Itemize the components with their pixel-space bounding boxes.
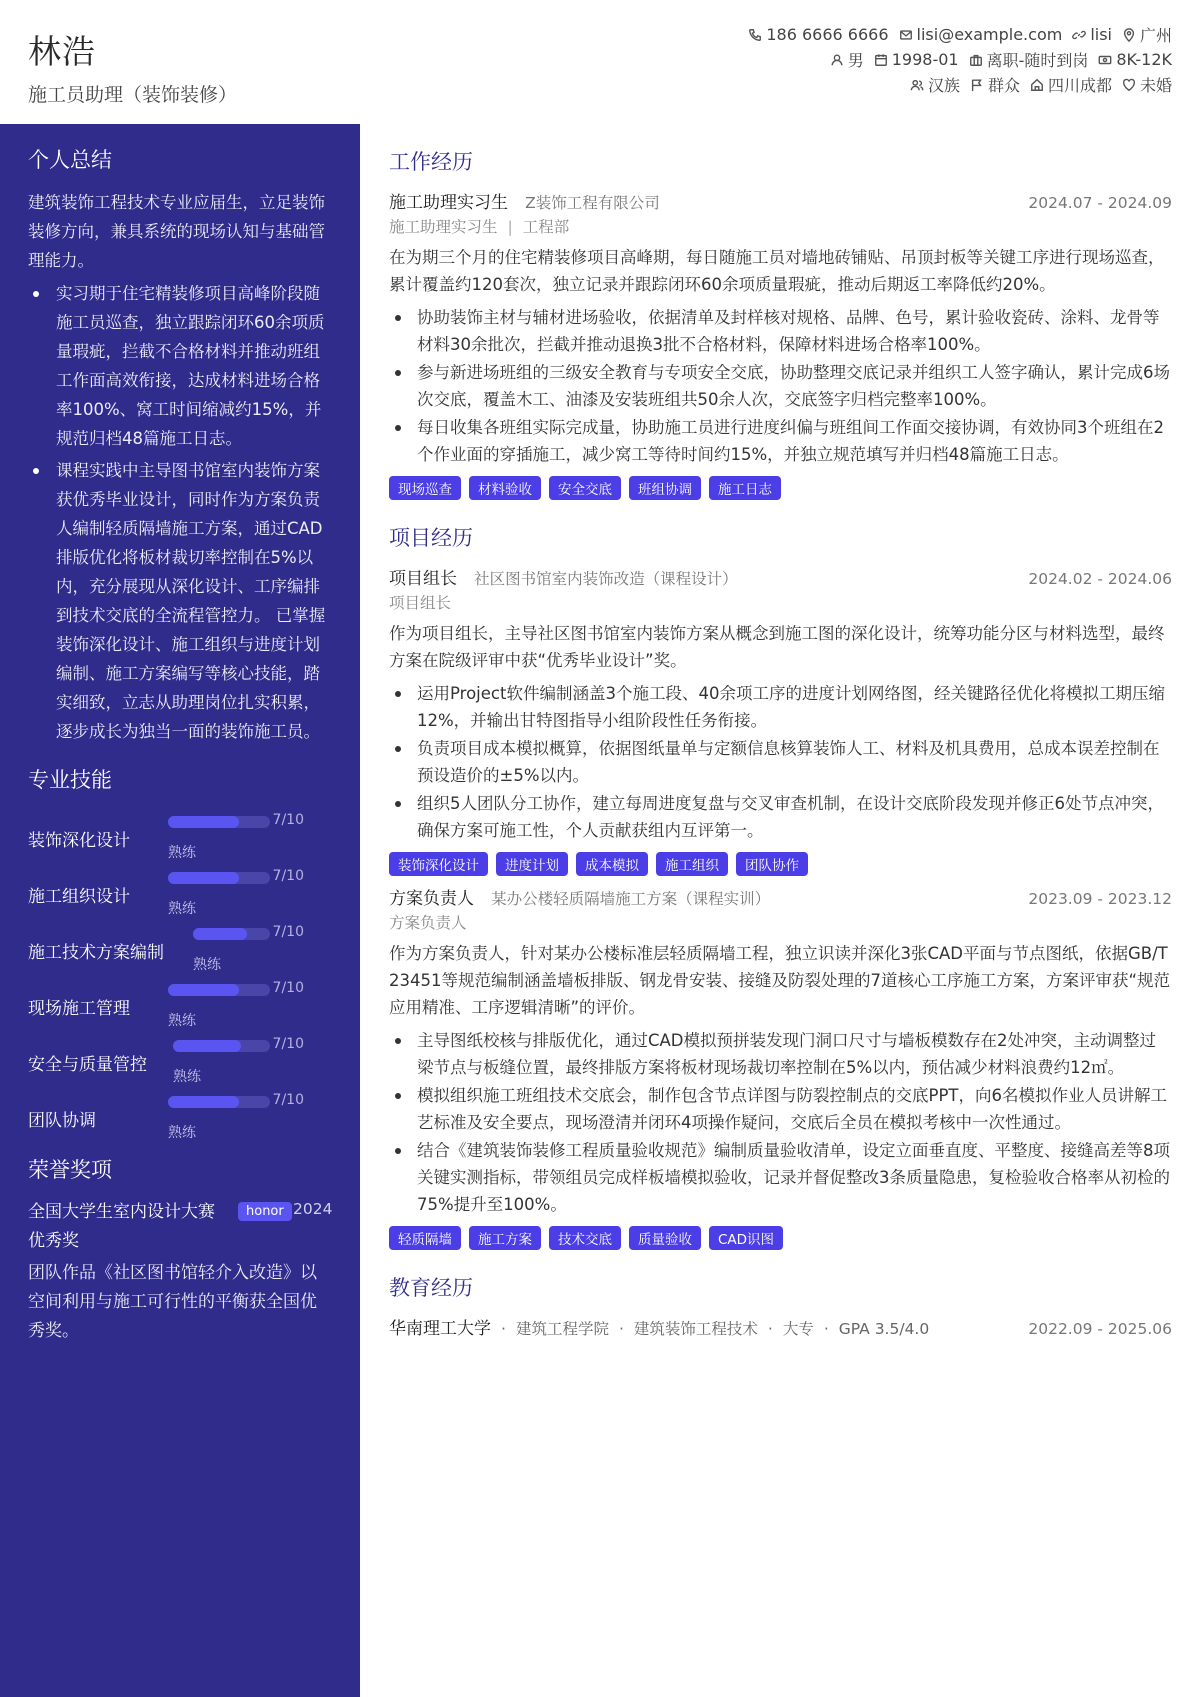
entry-desc: 在为期三个月的住宅精装修项目高峰期，每日随施工员对墙地砖铺贴、吊顶封板等关键工序进行现场巡查，累计覆盖约120套次，独立记录并跟踪闭环60余项质量瑕疵，推动后期返工率降低约20%。 [389, 248, 1165, 294]
summary-text: 建筑装饰工程技术专业应届生，立足装饰装修方向，兼具系统的现场认知与基础管理能力。 [28, 193, 325, 270]
birth-text: 1998-01 [891, 50, 959, 69]
skill-name: 施工技术方案编制 [28, 943, 164, 963]
entry-department: 工程部 [522, 218, 570, 236]
wechat-item [1072, 25, 1112, 44]
skill-name: 安全与质量管控 [28, 1055, 147, 1075]
email-text: lisi@example.com [916, 25, 1063, 44]
sidebar [0, 124, 360, 1697]
honor-desc: 团队作品《社区图书馆轻介入改造》以空间利用与施工可行性的平衡获全国优秀奖。 [28, 1263, 317, 1341]
skill-level: 熟练 [168, 901, 196, 917]
entry-org: 社区图书馆室内装饰改造（课程设计） [474, 570, 738, 588]
main-content [389, 124, 1172, 1339]
marital-item [1122, 73, 1172, 96]
skill-score: 7/10 [272, 980, 304, 996]
phone-icon [748, 28, 762, 42]
entry-bullet: 负责项目成本模拟概算，依据图纸量单与定额信息核算装饰人工、材料及机具费用，总成本误差控制在预设造价的±5%以内。 [389, 735, 1172, 789]
tag: 技术交底 [549, 1226, 621, 1250]
separator: · [501, 1320, 506, 1338]
skill-level: 熟练 [168, 845, 196, 861]
school-name: 华南理工大学 [389, 1319, 491, 1339]
entry-bullets [389, 1027, 1172, 1218]
skill-item [28, 866, 332, 922]
entry-tags [389, 852, 1172, 876]
skill-bar-fill [173, 1040, 241, 1052]
skill-bar-track [168, 984, 270, 996]
salary-text: 8K-12K [1116, 50, 1172, 69]
separator: | [507, 218, 513, 236]
contact-info [652, 22, 1172, 97]
skill-score: 7/10 [272, 868, 304, 884]
education-entry [389, 1314, 1172, 1339]
resume-header [0, 0, 1200, 124]
skill-score: 7/10 [272, 812, 304, 828]
entry-bullet: 参与新进场班组的三级安全教育与专项安全交底，协助整理交底记录并组织工人签字确认，累计完成6场次交底，覆盖木工、油漆及安装班组共50余人次，交底签字归档完整率100%。 [389, 359, 1172, 413]
skill-bar-wrap [168, 816, 270, 828]
marital-text: 未婚 [1139, 76, 1172, 95]
separator: · [767, 1320, 773, 1338]
tag: 团队协作 [736, 852, 808, 876]
separator: · [823, 1320, 829, 1338]
skill-score: 7/10 [272, 1036, 304, 1052]
major-name: 建筑装饰工程技术 [633, 1320, 758, 1338]
entry-bullets [389, 680, 1172, 844]
entry-role: 方案负责人 [389, 889, 474, 909]
home-icon [1030, 78, 1044, 92]
users-icon [910, 78, 924, 92]
skill-level: 熟练 [173, 1069, 201, 1085]
skill-bar-wrap [168, 872, 270, 884]
tag: CAD识图 [709, 1226, 783, 1250]
work-entry [389, 188, 1172, 500]
skill-name: 团队协调 [28, 1111, 96, 1131]
skills-list [28, 810, 332, 1146]
skill-bar-track [173, 1040, 270, 1052]
tag: 安全交底 [549, 476, 621, 500]
candidate-name: 林浩 [28, 32, 96, 71]
skill-item [28, 978, 332, 1034]
education-heading: 教育经历 [389, 1276, 473, 1300]
entry-desc: 作为方案负责人，针对某办公楼标准层轻质隔墙工程，独立识读并深化3张CAD平面与节点图纸，依据GB/T 23451等规范编制涵盖墙板排版、钢龙骨安装、接缝及防裂处理的7道核心工序施工方案，方案评审获“规范应用精准、工序逻辑清晰”的评价。 [389, 944, 1171, 1017]
skill-bar-wrap [173, 1040, 270, 1052]
entry-sub: 方案负责人 [389, 914, 467, 932]
mail-icon [899, 28, 913, 42]
skill-bar-fill [168, 1096, 239, 1108]
entry-sub: 项目组长 [389, 594, 452, 612]
skill-bar-wrap [193, 928, 270, 940]
politics-text: 群众 [987, 76, 1020, 95]
location-icon [1122, 28, 1136, 42]
summary-heading: 个人总结 [28, 148, 112, 172]
honor-year: 2024 [293, 1200, 333, 1218]
skill-bar-fill [168, 984, 239, 996]
tag: 施工日志 [709, 476, 781, 500]
project-entry [389, 564, 1172, 876]
skill-bar-track [193, 928, 270, 940]
education-date: 2022.09 - 2025.06 [1028, 1320, 1172, 1338]
phone-item [748, 25, 888, 44]
skill-bar-wrap [168, 984, 270, 996]
honors-heading: 荣誉奖项 [28, 1158, 112, 1182]
city-text: 广州 [1139, 26, 1172, 45]
project-entry [389, 884, 1172, 1250]
entry-bullet: 结合《建筑装饰装修工程质量验收规范》编制质量验收清单，设定立面垂直度、平整度、接缝高差等8项关键实测指标，带领组员完成样板墙模拟验收，记录并督促整改3条质量隐患，复检验收合格率从初检的75%提升至100%。 [389, 1137, 1172, 1218]
hometown-text: 四川成都 [1047, 76, 1112, 95]
work-heading: 工作经历 [389, 150, 473, 174]
degree: 大专 [782, 1320, 814, 1338]
city-item [1122, 23, 1172, 46]
entry-bullet: 每日收集各班组实际完成量，协助施工员进行进度纠偏与班组间工作面交接协调，有效协同3个班组在2个作业面的穿插施工，减少窝工等待时间约15%，并独立规范填写并归档48篇施工日志。 [389, 414, 1172, 468]
skill-item [28, 1090, 332, 1146]
skill-bar-wrap [168, 1096, 270, 1108]
wechat-text: lisi [1090, 25, 1112, 44]
college-name: 建筑工程学院 [515, 1320, 609, 1338]
hometown-item [1030, 73, 1112, 96]
entry-tags [389, 1226, 1172, 1250]
entry-sub [389, 214, 1172, 240]
entry-desc: 作为项目组长，主导社区图书馆室内装饰方案从概念到施工图的深化设计，统筹功能分区与材料选型，最终方案在院级评审中获“优秀毕业设计”奖。 [389, 624, 1165, 670]
tag: 施工组织 [656, 852, 728, 876]
skill-level: 熟练 [193, 957, 221, 973]
entry-tags [389, 476, 1172, 500]
user-icon [830, 53, 844, 67]
salary-item [1098, 50, 1172, 69]
tag: 进度计划 [496, 852, 568, 876]
ethnicity-item [910, 73, 960, 96]
skill-item [28, 922, 332, 978]
entry-bullet: 模拟组织施工班组技术交底会，制作包含节点详图与防裂控制点的交底PPT，向6名模拟作业人员讲解工艺标准及安全要点，现场澄清并闭环4项操作疑问，交底后全员在模拟考核中一次性通过。 [389, 1082, 1172, 1136]
skill-level: 熟练 [168, 1013, 196, 1029]
skill-name: 装饰深化设计 [28, 831, 130, 851]
money-icon [1098, 53, 1112, 67]
project-heading: 项目经历 [389, 526, 473, 550]
skill-bar-track [168, 816, 270, 828]
summary-bullets [28, 279, 332, 746]
gender-text: 男 [847, 51, 864, 70]
tag: 班组协调 [629, 476, 701, 500]
skills-heading: 专业技能 [28, 768, 112, 792]
ethnicity-text: 汉族 [927, 76, 960, 95]
honor-title: 全国大学生室内设计大赛优秀奖 [28, 1202, 215, 1251]
email-item [899, 25, 1063, 44]
link-icon [1072, 28, 1086, 42]
flag-icon [970, 78, 984, 92]
honor-badge: honor [238, 1202, 292, 1221]
gpa: GPA 3.5/4.0 [838, 1320, 930, 1338]
entry-date: 2023.09 - 2023.12 [1028, 890, 1172, 908]
entry-date: 2024.07 - 2024.09 [1028, 194, 1172, 212]
entry-date: 2024.02 - 2024.06 [1028, 570, 1172, 588]
politics-item [970, 73, 1020, 96]
honor-item [28, 1198, 332, 1346]
candidate-title: 施工员助理（装饰装修） [28, 84, 238, 106]
tag: 成本模拟 [576, 852, 648, 876]
entry-bullet: 协助装饰主材与辅材进场验收，依据清单及封样核对规格、品牌、色号，累计验收瓷砖、涂料、龙骨等材料30余批次，拦截并推动退换3批不合格材料，保障材料进场合格率100%。 [389, 304, 1172, 358]
entry-role: 施工助理实习生 [389, 193, 508, 213]
entry-org: 某办公楼轻质隔墙施工方案（课程实训） [491, 890, 771, 908]
skill-bar-track [168, 872, 270, 884]
entry-org: Z装饰工程有限公司 [525, 194, 660, 212]
tag: 材料验收 [469, 476, 541, 500]
tag: 装饰深化设计 [389, 852, 488, 876]
skill-bar-fill [168, 872, 239, 884]
skill-score: 7/10 [272, 924, 304, 940]
honors-list [28, 1198, 332, 1346]
entry-role: 项目组长 [389, 569, 457, 589]
phone-text: 186 6666 6666 [766, 25, 889, 44]
tag: 现场巡查 [389, 476, 461, 500]
status-text: 离职-随时到岗 [986, 51, 1089, 70]
skill-bar-track [168, 1096, 270, 1108]
status-item [969, 48, 1089, 71]
entry-bullets [389, 304, 1172, 468]
birth-item [874, 50, 959, 69]
gender-item [830, 48, 864, 71]
separator: · [618, 1320, 624, 1338]
calendar-icon [874, 53, 888, 67]
summary-bullet: 实习期于住宅精装修项目高峰阶段随施工员巡查，独立跟踪闭环60余项质量瑕疵，拦截不合格材料并推动班组工作面高效衔接，达成材料进场合格率100%、窝工时间缩减约15%，并规范归档48篇施工日志。 [28, 279, 332, 453]
skill-name: 施工组织设计 [28, 887, 130, 907]
entry-bullet: 运用Project软件编制涵盖3个施工段、40余项工序的进度计划网络图，经关键路径优化将模拟工期压缩12%，并输出甘特图指导小组阶段性任务衔接。 [389, 680, 1172, 734]
skill-score: 7/10 [272, 1092, 304, 1108]
skill-item [28, 810, 332, 866]
summary-bullet: 课程实践中主导图书馆室内装饰方案获优秀毕业设计，同时作为方案负责人编制轻质隔墙施工方案，通过CAD排版优化将板材裁切率控制在5%以内，充分展现从深化设计、工序编排到技术交底的全流程管控力。 已掌握装饰深化设计、施工组织与进度计划编制、施工方案编写等核心技能，踏实细致，立志从助理岗位扎实积累，逐步成长为独当一面的装饰施工员。 [28, 456, 332, 746]
entry-bullet: 主导图纸校核与排版优化，通过CAD模拟预拼装发现门洞口尺寸与墙板模数存在2处冲突，主动调整过梁节点与板缝位置，最终排版方案将板材现场裁切率控制在5%以内，预估减少材料浪费约12㎡。 [389, 1027, 1172, 1081]
heart-icon [1122, 78, 1136, 92]
tag: 质量验收 [629, 1226, 701, 1250]
entry-bullet: 组织5人团队分工协作，建立每周进度复盘与交叉审查机制，在设计交底阶段发现并修正6处节点冲突，确保方案可施工性，个人贡献获组内互评第一。 [389, 790, 1172, 844]
skill-bar-fill [193, 928, 247, 940]
skill-item [28, 1034, 332, 1090]
entry-sub-role: 施工助理实习生 [389, 218, 498, 236]
skill-level: 熟练 [168, 1125, 196, 1141]
briefcase-icon [969, 53, 983, 67]
skill-bar-fill [168, 816, 239, 828]
skill-name: 现场施工管理 [28, 999, 130, 1019]
tag: 轻质隔墙 [389, 1226, 461, 1250]
tag: 施工方案 [469, 1226, 541, 1250]
